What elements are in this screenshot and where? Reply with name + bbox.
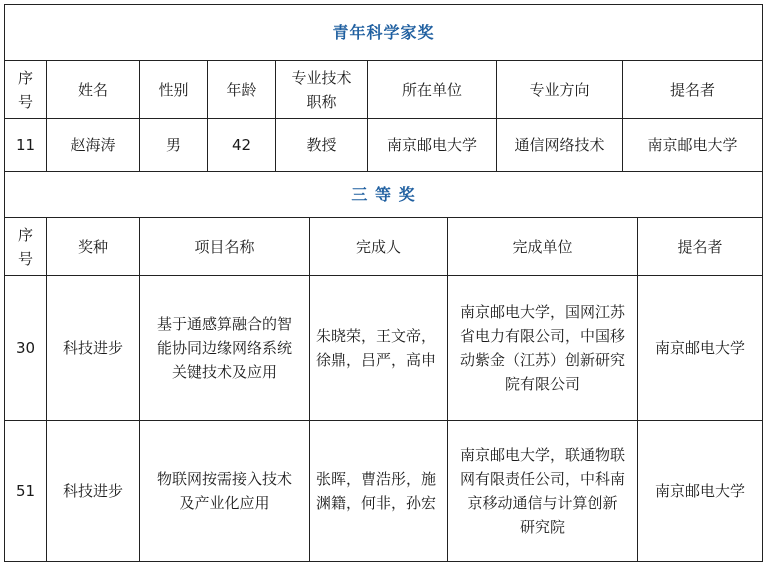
table-row (5, 421, 763, 562)
table-header-row (5, 61, 763, 119)
cell-contributors: 张晖，曹浩彤，施 渊籍，何非，孙宏 (310, 421, 448, 562)
cell-award-type: 科技进步 (47, 421, 140, 562)
header-project-name: 项目名称 (140, 218, 310, 276)
cell-organizations: 南京邮电大学，国网江苏 省电力有限公司，中国移 动紫金（江苏）创新研究 院有限公司 (448, 276, 638, 421)
cell-index: 11 (5, 119, 47, 172)
header-organizations: 完成单位 (448, 218, 638, 276)
header-contributors: 完成人 (310, 218, 448, 276)
header-field: 专业方向 (497, 61, 623, 119)
table-row (5, 119, 763, 172)
header-index: 序 号 (5, 61, 47, 119)
cell-project-name: 物联网按需接入技术 及产业化应用 (140, 421, 310, 562)
header-age: 年龄 (208, 61, 276, 119)
awards-document (4, 4, 762, 562)
cell-index: 30 (5, 276, 47, 421)
header-award-type: 奖种 (47, 218, 140, 276)
cell-index: 51 (5, 421, 47, 562)
header-nominator: 提名者 (623, 61, 763, 119)
cell-name: 赵海涛 (47, 119, 140, 172)
young-scientist-table (4, 4, 763, 172)
cell-nominator: 南京邮电大学 (638, 421, 763, 562)
cell-organizations: 南京邮电大学，联通物联 网有限责任公司，中科南 京移动通信与计算创新 研究院 (448, 421, 638, 562)
cell-age: 42 (208, 119, 276, 172)
cell-nominator: 南京邮电大学 (638, 276, 763, 421)
cell-affiliation: 南京邮电大学 (368, 119, 497, 172)
table-row (5, 276, 763, 421)
cell-award-type: 科技进步 (47, 276, 140, 421)
header-title: 专业技术 职称 (276, 61, 368, 119)
table-header-row (5, 218, 763, 276)
cell-contributors: 朱晓荣，王文帝， 徐鼎，吕严，高申 (310, 276, 448, 421)
header-index: 序 号 (5, 218, 47, 276)
header-name: 姓名 (47, 61, 140, 119)
header-affiliation: 所在单位 (368, 61, 497, 119)
cell-nominator: 南京邮电大学 (623, 119, 763, 172)
cell-project-name: 基于通感算融合的智 能协同边缘网络系统 关键技术及应用 (140, 276, 310, 421)
cell-field: 通信网络技术 (497, 119, 623, 172)
header-gender: 性别 (140, 61, 208, 119)
section-title-young-scientist: 青年科学家奖 (5, 5, 763, 61)
header-nominator: 提名者 (638, 218, 763, 276)
cell-title: 教授 (276, 119, 368, 172)
cell-gender: 男 (140, 119, 208, 172)
section-title-third-prize: 三 等 奖 (5, 172, 763, 218)
third-prize-table (4, 171, 763, 562)
